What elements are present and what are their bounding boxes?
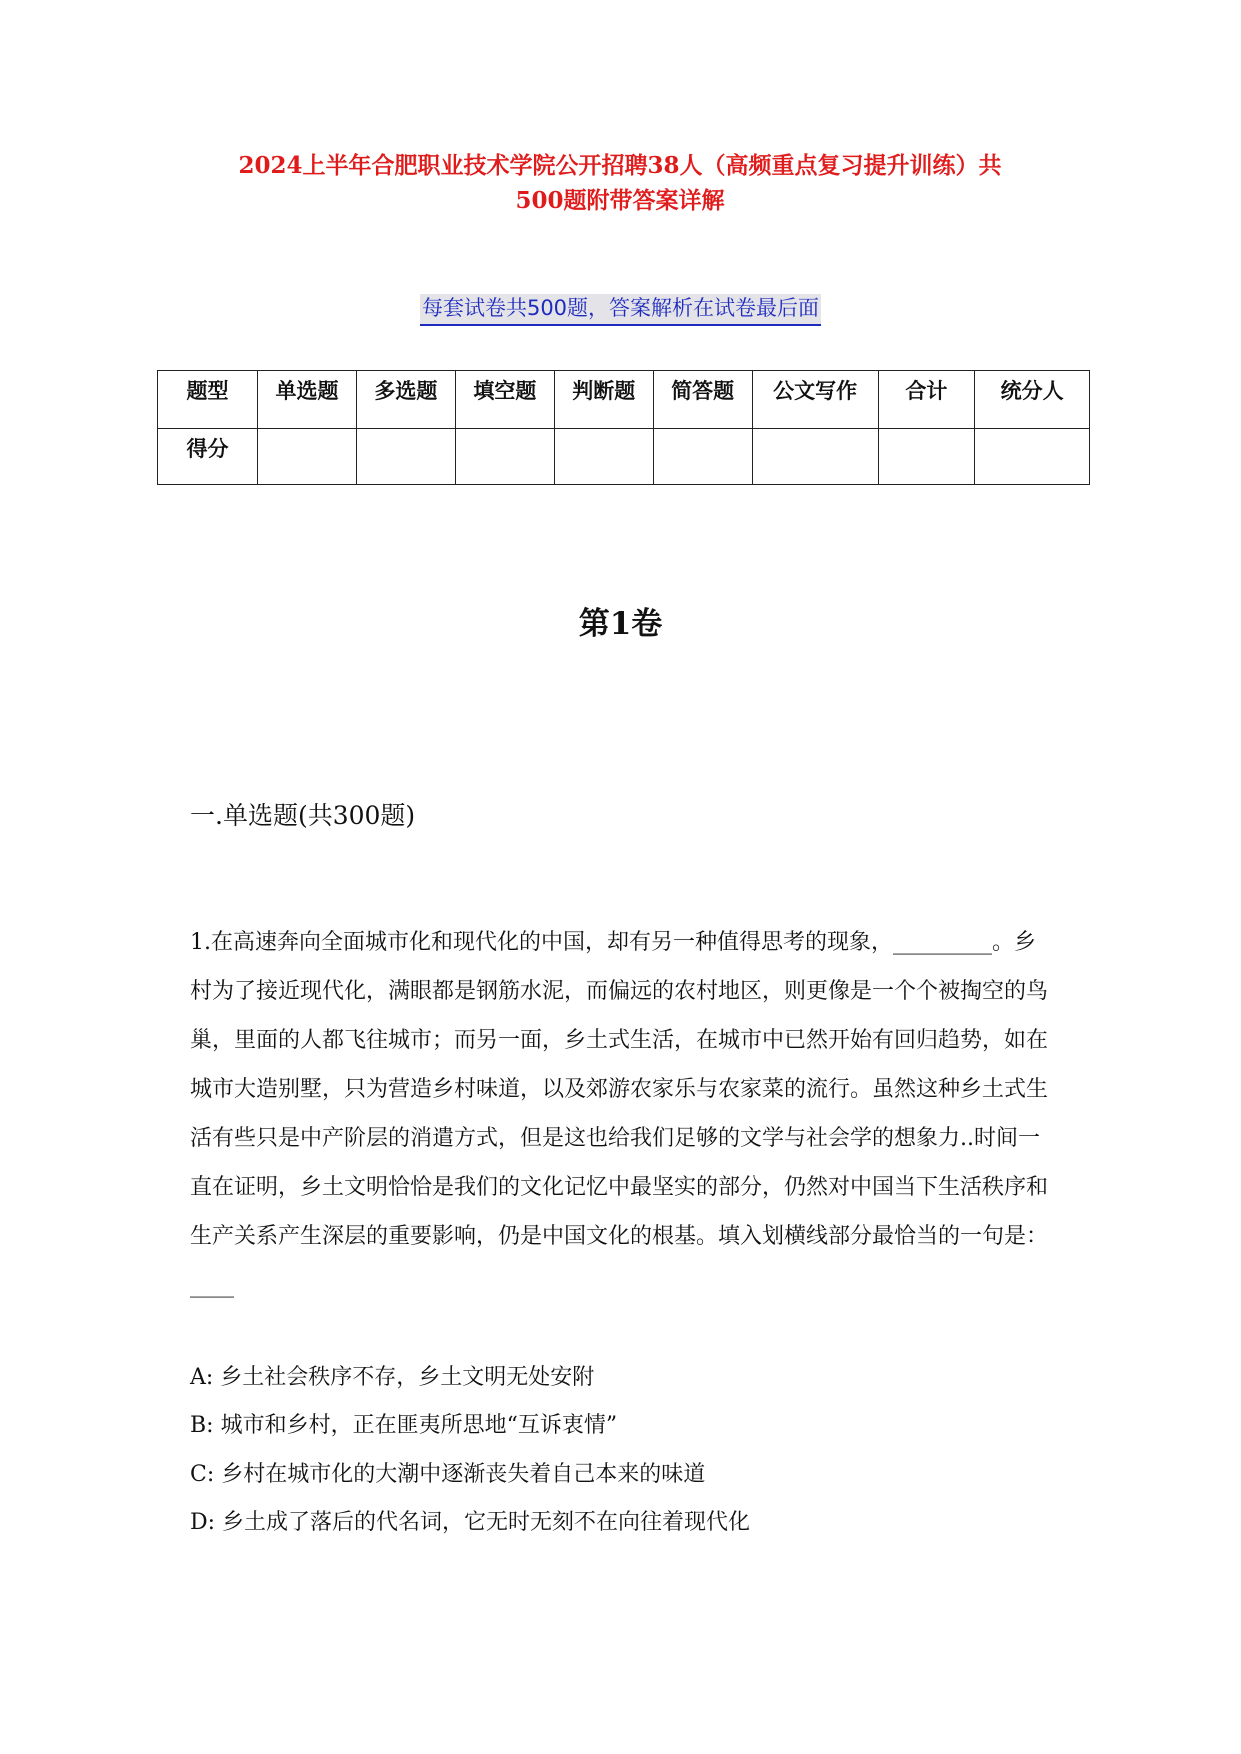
score-cell xyxy=(752,429,878,485)
header-cell-type: 题型 xyxy=(158,371,258,429)
header-cell-scorer: 统分人 xyxy=(975,371,1090,429)
volume-heading: 第1卷 xyxy=(578,606,663,642)
score-cell xyxy=(455,429,554,485)
header-cell-single-choice: 单选题 xyxy=(258,371,357,429)
score-cell xyxy=(878,429,975,485)
header-cell-total: 合计 xyxy=(878,371,975,429)
score-cell xyxy=(258,429,357,485)
header-cell-true-false: 判断题 xyxy=(554,371,653,429)
score-cell xyxy=(975,429,1090,485)
option-d: D: 乡土成了落后的代名词，它无时无刻不在向往着现代化 xyxy=(190,1510,751,1535)
subtitle-link[interactable]: 每套试卷共500题，答案解析在试卷最后面 xyxy=(420,294,821,326)
score-table xyxy=(157,370,1090,485)
header-cell-short-answer: 简答题 xyxy=(653,371,752,429)
title-line-1: 2024上半年合肥职业技术学院公开招聘38人（高频重点复习提升训练）共 xyxy=(238,152,1002,179)
score-table-score-row xyxy=(158,429,1090,485)
section-heading: 一.单选题(共300题) xyxy=(190,801,416,830)
title-line-2: 500题附带答案详解 xyxy=(515,187,725,214)
option-a: A: 乡土社会秩序不存，乡土文明无处安附 xyxy=(190,1365,595,1390)
score-row-label: 得分 xyxy=(158,429,258,485)
header-cell-document-writing: 公文写作 xyxy=(752,371,878,429)
header-cell-multi-choice: 多选题 xyxy=(356,371,455,429)
option-b: B: 城市和乡村，正在匪夷所思地“互诉衷情” xyxy=(190,1413,618,1438)
score-cell xyxy=(554,429,653,485)
subtitle xyxy=(0,292,1241,322)
score-cell xyxy=(356,429,455,485)
document-title xyxy=(150,148,1090,218)
header-cell-fill-blank: 填空题 xyxy=(455,371,554,429)
score-table-header-row xyxy=(158,371,1090,429)
option-c: C: 乡村在城市化的大潮中逐渐丧失着自己本来的味道 xyxy=(190,1462,706,1487)
score-cell xyxy=(653,429,752,485)
question-1-text: 1.在高速奔向全面城市化和现代化的中国，却有另一种值得思考的现象，_________。乡村为了接近现代化，满眼都是钢筋水泥，而偏远的农村地区，则更像是一个个被掏空的鸟巢，里面的人都飞往城市；而另一面，乡土式生活，在城市中已然开始有回归趋势，如在城市大造别墅，只为营造乡村味道，以及郊游农家乐与农家菜的流行。虽然这种乡土式生活有些只是中产阶层的消遣方式，但是这也给我们足够的文学与社会学的想象力..时间一直在证明，乡土文明恰恰是我们的文化记忆中最坚实的部分，仍然对中国当下生活秩序和生产关系产生深层的重要影响，仍是中国文化的根基。填入划横线部分最恰当的一句是：____ xyxy=(190,930,1049,1298)
